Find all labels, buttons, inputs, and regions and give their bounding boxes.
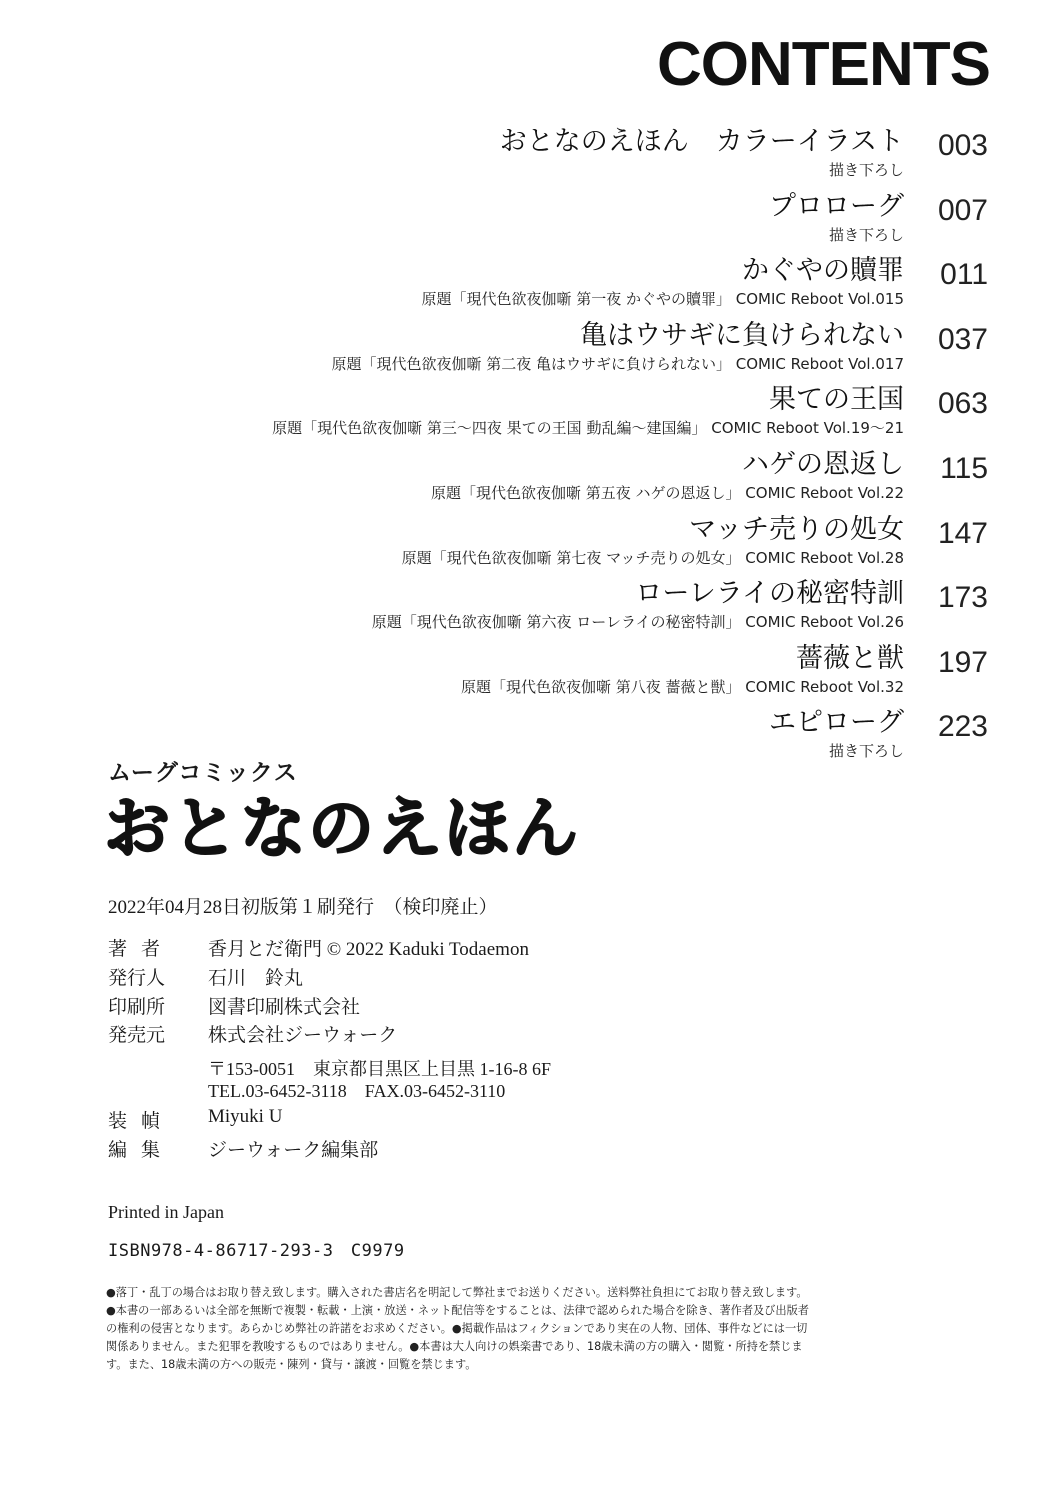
- credit-value: 香月とだ衛門 © 2022 Kaduki Todaemon: [208, 939, 529, 960]
- address-phone: TEL.03-6452-3118 FAX.03-6452-3110: [208, 1081, 506, 1101]
- toc-entry-source: 描き下ろし: [828, 742, 904, 761]
- toc-entry-title: 薔薇と獣: [796, 642, 904, 674]
- toc-entry-source: 原題「現代色欲夜伽噺 第八夜 薔薇と獣」 COMIC Reboot Vol.32: [461, 677, 904, 696]
- toc-entry-title: エピローグ: [769, 707, 904, 739]
- toc-entry-page: 147: [937, 516, 988, 550]
- credit-value: 石川 鈴丸: [208, 967, 304, 989]
- toc-entry-source: 原題「現代色欲夜伽噺 第一夜 かぐやの贖罪」 COMIC Reboot Vol.015: [421, 290, 904, 309]
- edition-line: 2022年04月28日初版第１刷発行 （検印廃止）: [108, 897, 498, 918]
- legal-notice: ●落丁・乱丁の場合はお取り替え致します。購入された書店名を明記して弊社までお送りください。送料弊社負担にてお取り替え致します。●本書の一部あるいは全部を無断で複製・転載・上演・放送・ネット配信等をすることは、法律で認められた場合を除き、著作者及び出版者の権利の侵害となります。あらかじめ弊社の許諾をお求めください。●掲載作品はフィクションであり実在の人物、団体、事件などには一切関係ありません。また犯罪を教唆するものではありません。●本書は大人向けの娯楽書であり、18歳未満の方の購入・閲覧・所持を禁じます。また、18歳未満の方への販売・陳列・貸与・譲渡・回覧を禁じます。: [106, 1286, 809, 1371]
- credit-label: 印刷所: [108, 996, 166, 1018]
- toc-entry[interactable]: [0, 122, 1062, 187]
- toc-entry[interactable]: [0, 251, 1062, 316]
- toc-entry-source: 原題「現代色欲夜伽噺 第七夜 マッチ売りの処女」 COMIC Reboot Vol.28: [401, 548, 904, 567]
- toc-entry-page: 037: [937, 322, 988, 356]
- toc-entry-page: 063: [937, 387, 988, 421]
- toc-entry-source: 原題「現代色欲夜伽噺 第三～四夜 果ての王国 動乱編～建国編」 COMIC Reboot Vol.19～21: [272, 419, 904, 438]
- credit-value: Miyuki U: [208, 1106, 283, 1127]
- credit-value: 株式会社ジーウォーク: [208, 1025, 398, 1047]
- toc-entry[interactable]: [0, 510, 1062, 575]
- book-title: おとなのえほん: [104, 790, 580, 867]
- toc-entry-page: 007: [937, 193, 988, 227]
- contents-heading: CONTENTS: [657, 30, 990, 99]
- toc-entry-title: かぐやの贖罪: [742, 255, 904, 287]
- credit-label: 発売元: [108, 1025, 166, 1047]
- credit-label: 著者: [108, 939, 175, 960]
- toc-entry-title: 亀はウサギに負けられない: [580, 319, 904, 351]
- toc-entry[interactable]: [0, 316, 1062, 381]
- toc-entry[interactable]: [0, 445, 1062, 510]
- printed-in: Printed in Japan: [108, 1202, 224, 1222]
- imprint-label: [108, 762, 298, 785]
- toc-entry[interactable]: [0, 187, 1062, 252]
- toc-entry-title: プロローグ: [769, 190, 904, 222]
- toc-entry[interactable]: [0, 574, 1062, 639]
- address-postal: 〒153-0051 東京都目黒区上目黒 1-16-8 6F: [208, 1059, 551, 1079]
- toc-entry-page: 003: [937, 129, 988, 162]
- toc-entry-page: 173: [937, 581, 988, 615]
- credit-value: ジーウォーク編集部: [208, 1139, 379, 1161]
- publisher-address: [208, 1058, 551, 1102]
- credit-label: 装幀: [108, 1111, 175, 1132]
- toc-entry[interactable]: [0, 639, 1062, 704]
- toc-entry-page: 223: [937, 710, 988, 744]
- toc-entry-title: マッチ売りの処女: [689, 513, 904, 545]
- toc-entry-title: ハゲの恩返し: [742, 448, 904, 480]
- toc-entry-source: 描き下ろし: [828, 161, 904, 179]
- toc-entry-source: 原題「現代色欲夜伽噺 第五夜 ハゲの恩返し」 COMIC Reboot Vol.22: [431, 483, 904, 502]
- table-of-contents: [0, 122, 1062, 768]
- toc-entry-page: 011: [940, 258, 988, 292]
- toc-entry-title: 果ての王国: [769, 384, 904, 416]
- credit-value: 図書印刷株式会社: [208, 996, 361, 1018]
- toc-entry-page: 115: [940, 451, 988, 485]
- toc-entry-source: 原題「現代色欲夜伽噺 第六夜 ローレライの秘密特訓」 COMIC Reboot Vol.26: [371, 613, 904, 632]
- credit-label: 編集: [108, 1139, 175, 1161]
- toc-entry[interactable]: [0, 380, 1062, 445]
- isbn: ISBN978-4-86717-293-3 C9979: [108, 1241, 405, 1261]
- toc-entry[interactable]: [0, 703, 1062, 768]
- toc-entry-page: 197: [937, 645, 988, 679]
- imprint-name: ムーグコミックス: [108, 760, 298, 786]
- toc-entry-title: ローレライの秘密特訓: [635, 578, 904, 610]
- credit-label: 発行人: [108, 967, 166, 989]
- toc-entry-source: 描き下ろし: [828, 225, 904, 244]
- toc-entry-source: 原題「現代色欲夜伽噺 第二夜 亀はウサギに負けられない」 COMIC Reboot Vol.017: [331, 354, 904, 373]
- toc-entry-title: おとなのえほん カラーイラスト: [499, 126, 904, 157]
